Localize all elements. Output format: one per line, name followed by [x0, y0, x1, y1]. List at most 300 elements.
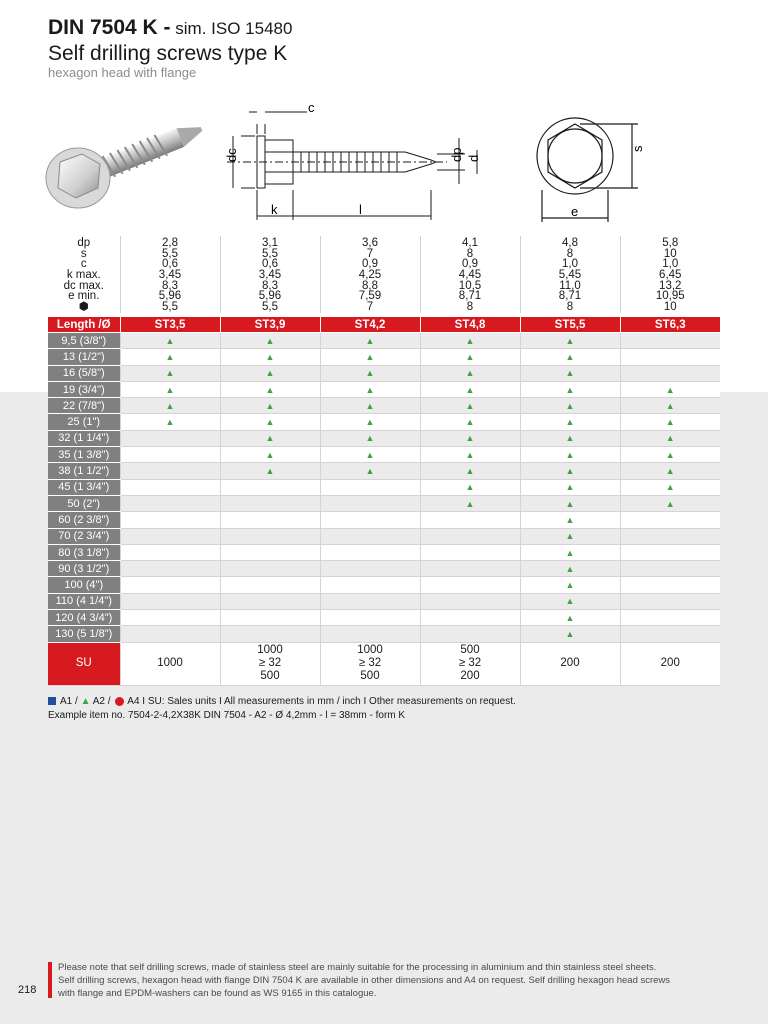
availability-cell: [220, 544, 320, 560]
availability-cell: [420, 365, 520, 381]
sales-units-value: 500 ≥ 32 200: [420, 642, 520, 685]
material-legend: A1 / ▲ A2 / A4 I SU: Sales units I All measurements in mm / inch I Other measurements on request.: [48, 696, 516, 707]
table-row: [48, 365, 720, 381]
availability-cell: [120, 544, 220, 560]
availability-cell: [220, 333, 320, 349]
spec-label: dc max.: [63, 279, 104, 292]
availability-cell: [420, 479, 520, 495]
availability-cell: [620, 593, 720, 609]
sales-units-value: 1000: [120, 642, 220, 685]
spec-value: 5,5: [220, 249, 320, 260]
a2-available-icon: ▲: [165, 400, 175, 411]
a2-available-icon: ▲: [465, 351, 475, 362]
a2-available-icon: ▲: [565, 335, 575, 346]
a2-available-icon: ▲: [465, 498, 475, 509]
availability-cell: [220, 414, 320, 430]
availability-cell: [520, 528, 620, 544]
length-label: 38 (1 1/2"): [48, 463, 120, 479]
spec-value: 3,45: [220, 270, 320, 281]
size-header: ST4,8: [420, 317, 520, 333]
availability-cell: [520, 381, 620, 397]
availability-cell: [220, 610, 320, 626]
a2-available-icon: ▲: [365, 384, 375, 395]
table-row: [48, 447, 720, 463]
availability-cell: [520, 414, 620, 430]
table-row: [48, 495, 720, 511]
a2-available-icon: ▲: [465, 482, 475, 493]
availability-cell: [420, 447, 520, 463]
availability-cell: [420, 610, 520, 626]
availability-cell: [520, 561, 620, 577]
a2-available-icon: ▲: [565, 449, 575, 460]
availability-cell: [320, 447, 420, 463]
availability-cell: [420, 430, 520, 446]
availability-cell: [620, 365, 720, 381]
a4-dot-icon: [115, 697, 124, 706]
availability-cell: [620, 495, 720, 511]
sales-units-label: SU: [48, 642, 120, 685]
spec-row: [48, 236, 720, 249]
a2-available-icon: ▲: [265, 335, 275, 346]
spec-value: 5,5: [120, 249, 220, 260]
a2-available-icon: ▲: [565, 417, 575, 428]
availability-cell: [120, 577, 220, 593]
a2-available-icon: ▲: [465, 433, 475, 444]
availability-cell: [220, 593, 320, 609]
a2-available-icon: ▲: [565, 596, 575, 607]
availability-cell: [120, 414, 220, 430]
a2-available-icon: ▲: [565, 612, 575, 623]
availability-cell: [520, 544, 620, 560]
a2-available-icon: ▲: [565, 433, 575, 444]
spec-value: 5,45: [520, 270, 620, 281]
spec-value: 5,96: [220, 291, 320, 302]
spec-value: 8: [420, 302, 520, 313]
availability-cell: [120, 610, 220, 626]
spec-value: 8,71: [520, 291, 620, 302]
availability-cell: [120, 349, 220, 365]
availability-cell: [520, 333, 620, 349]
availability-cell: [520, 479, 620, 495]
availability-cell: [320, 381, 420, 397]
length-label: 13 (1/2"): [48, 349, 120, 365]
availability-cell: [120, 593, 220, 609]
availability-cell: [620, 626, 720, 642]
spec-value: 8,3: [120, 281, 220, 292]
a2-available-icon: ▲: [665, 498, 675, 509]
spec-value: 1,0: [620, 259, 720, 270]
spec-value: 10: [620, 302, 720, 313]
a2-available-icon: ▲: [265, 449, 275, 460]
spec-value: 8: [520, 302, 620, 313]
table-row: [48, 398, 720, 414]
availability-cell: [420, 414, 520, 430]
a2-available-icon: ▲: [265, 433, 275, 444]
spec-value: 8: [520, 249, 620, 260]
availability-cell: [520, 626, 620, 642]
table-row: [48, 626, 720, 642]
availability-cell: [320, 577, 420, 593]
a2-available-icon: ▲: [365, 400, 375, 411]
spec-row: [48, 281, 720, 292]
a2-available-icon: ▲: [565, 514, 575, 525]
page-subsubtitle: hexagon head with flange: [48, 65, 197, 80]
length-label: 50 (2"): [48, 495, 120, 511]
availability-cell: [420, 333, 520, 349]
spec-value: 3,6: [320, 236, 420, 249]
head-view-drawing: [520, 98, 660, 226]
availability-cell: [120, 398, 220, 414]
table-row: [48, 479, 720, 495]
a2-available-icon: ▲: [265, 417, 275, 428]
table-row: [48, 528, 720, 544]
a2-available-icon: ▲: [365, 368, 375, 379]
table-row: [48, 512, 720, 528]
a2-available-icon: ▲: [665, 466, 675, 477]
size-header: ST3,5: [120, 317, 220, 333]
spec-label: c: [80, 258, 87, 271]
availability-cell: [520, 512, 620, 528]
spec-value: 8,8: [320, 281, 420, 292]
availability-cell: [620, 398, 720, 414]
spec-value: 7: [320, 302, 420, 313]
availability-cell: [420, 593, 520, 609]
availability-cell: [220, 398, 320, 414]
availability-cell: [120, 479, 220, 495]
spec-value: 0,9: [320, 259, 420, 270]
spec-value: 10: [620, 249, 720, 260]
availability-cell: [520, 349, 620, 365]
availability-cell: [320, 610, 420, 626]
availability-cell: [620, 381, 720, 397]
availability-cell: [220, 365, 320, 381]
length-label: 110 (4 1/4"): [48, 593, 120, 609]
spec-value: 7: [320, 249, 420, 260]
spec-value: 4,1: [420, 236, 520, 249]
availability-cell: [620, 512, 720, 528]
availability-cell: [120, 561, 220, 577]
specs-table: [48, 236, 720, 313]
availability-cell: [320, 626, 420, 642]
availability-cell: [620, 544, 720, 560]
availability-cell: [320, 333, 420, 349]
spec-row: [48, 302, 720, 313]
availability-cell: [620, 349, 720, 365]
length-label: 45 (1 3/4"): [48, 479, 120, 495]
a2-available-icon: ▲: [565, 400, 575, 411]
table-row: [48, 414, 720, 430]
spec-value: 11,0: [520, 281, 620, 292]
availability-cell: [220, 528, 320, 544]
availability-cell: [320, 528, 420, 544]
availability-cell: [620, 561, 720, 577]
availability-cell: [120, 381, 220, 397]
length-label: 32 (1 1/4"): [48, 430, 120, 446]
table-row: [48, 577, 720, 593]
length-label: 25 (1"): [48, 414, 120, 430]
a2-available-icon: ▲: [365, 351, 375, 362]
availability-cell: [320, 512, 420, 528]
availability-cell: [420, 381, 520, 397]
availability-cell: [220, 495, 320, 511]
spec-value: 13,2: [620, 281, 720, 292]
a2-available-icon: ▲: [565, 368, 575, 379]
size-header: ST3,9: [220, 317, 320, 333]
spec-value: 7,59: [320, 291, 420, 302]
sales-units-value: 200: [520, 642, 620, 685]
table-row: [48, 593, 720, 609]
table-row: [48, 610, 720, 626]
length-label: 80 (3 1/8"): [48, 544, 120, 560]
a2-available-icon: ▲: [565, 531, 575, 542]
dim-dp-label: dp: [449, 147, 464, 162]
spec-value: 4,8: [520, 236, 620, 249]
availability-cell: [320, 593, 420, 609]
length-label: 100 (4"): [48, 577, 120, 593]
availability-cell: [220, 463, 320, 479]
size-header: ST4,2: [320, 317, 420, 333]
availability-cell: [220, 561, 320, 577]
availability-cell: [620, 528, 720, 544]
availability-cell: [120, 512, 220, 528]
table-row: [48, 349, 720, 365]
example-item-text: Example item no. 7504-2-4,2X38K DIN 7504 - A2 - Ø 4,2mm - l = 38mm - form K: [48, 710, 406, 721]
sales-units-row: [48, 642, 720, 685]
availability-cell: [420, 349, 520, 365]
availability-cell: [420, 512, 520, 528]
a2-available-icon: ▲: [465, 449, 475, 460]
availability-cell: [620, 479, 720, 495]
a2-available-icon: ▲: [365, 433, 375, 444]
availability-cell: [320, 349, 420, 365]
a2-available-icon: ▲: [665, 449, 675, 460]
sales-units-value: 1000 ≥ 32 500: [220, 642, 320, 685]
dim-k-label: k: [271, 202, 278, 217]
a2-available-icon: ▲: [565, 628, 575, 639]
availability-cell: [320, 414, 420, 430]
availability-cell: [520, 495, 620, 511]
table-row: [48, 430, 720, 446]
availability-cell: [420, 528, 520, 544]
availability-cell: [220, 479, 320, 495]
a2-available-icon: ▲: [565, 547, 575, 558]
footnote: Please note that self drilling screws, made of stainless steel are mainly suitable for the processing in aluminium and thin stainless steel sheets. Self drilling screws, hexagon head with flange DIN 7504 K are available in other dimensions and A4 on request. Self drilling hexagon head screws with flange and EPDM-washers can be found as WS 9165 in this catalogue.: [58, 962, 671, 999]
a2-available-icon: ▲: [565, 580, 575, 591]
spec-value: 8,71: [420, 291, 520, 302]
dim-l-label: l: [359, 202, 362, 217]
availability-cell: [420, 561, 520, 577]
spec-value: 3,45: [120, 270, 220, 281]
spec-row: [48, 259, 720, 270]
dim-c-label: c: [308, 100, 315, 115]
length-label: 90 (3 1/2"): [48, 561, 120, 577]
a2-available-icon: ▲: [265, 351, 275, 362]
a2-available-icon: ▲: [265, 466, 275, 477]
length-label: 120 (4 3/4"): [48, 610, 120, 626]
availability-cell: [420, 626, 520, 642]
spec-value: 5,5: [220, 302, 320, 313]
a2-available-icon: ▲: [165, 351, 175, 362]
availability-cell: [320, 544, 420, 560]
spec-value: 8,3: [220, 281, 320, 292]
a2-available-icon: ▲: [165, 417, 175, 428]
a2-available-icon: ▲: [165, 368, 175, 379]
length-label: 130 (5 1/8"): [48, 626, 120, 642]
a2-available-icon: ▲: [665, 433, 675, 444]
availability-table: [48, 317, 720, 686]
spec-value: 0,9: [420, 259, 520, 270]
availability-cell: [220, 626, 320, 642]
screw-photo: [40, 100, 215, 215]
availability-cell: [620, 610, 720, 626]
availability-cell: [320, 463, 420, 479]
a2-available-icon: ▲: [365, 466, 375, 477]
spec-value: 2,8: [120, 236, 220, 249]
spec-value: 5,96: [120, 291, 220, 302]
a2-available-icon: ▲: [465, 368, 475, 379]
spec-value: 10,5: [420, 281, 520, 292]
availability-cell: [120, 447, 220, 463]
a2-available-icon: ▲: [665, 384, 675, 395]
a2-available-icon: ▲: [565, 384, 575, 395]
a1-square-icon: [48, 697, 56, 705]
availability-cell: [620, 463, 720, 479]
availability-cell: [520, 398, 620, 414]
spec-label: k max.: [66, 269, 101, 282]
availability-cell: [220, 430, 320, 446]
a2-available-icon: ▲: [365, 417, 375, 428]
availability-cell: [220, 381, 320, 397]
availability-cell: [420, 463, 520, 479]
dim-d-label: d: [466, 154, 481, 162]
sales-units-value: 1000 ≥ 32 500: [320, 642, 420, 685]
availability-cell: [420, 577, 520, 593]
availability-cell: [120, 365, 220, 381]
spec-value: 3,1: [220, 236, 320, 249]
page-number: 218: [18, 984, 37, 996]
spec-value: 8: [420, 249, 520, 260]
a2-available-icon: ▲: [165, 335, 175, 346]
spec-value: 5,5: [120, 302, 220, 313]
spec-row: [48, 270, 720, 281]
spec-label: dp: [77, 237, 91, 249]
availability-cell: [620, 414, 720, 430]
a2-available-icon: ▲: [365, 335, 375, 346]
spec-value: 0,6: [120, 259, 220, 270]
page-subtitle: Self drilling screws type K: [48, 42, 288, 65]
spec-label: s: [80, 247, 87, 260]
a2-available-icon: ▲: [665, 482, 675, 493]
availability-cell: [520, 365, 620, 381]
length-label: 19 (3/4"): [48, 381, 120, 397]
a2-available-icon: ▲: [665, 400, 675, 411]
spec-row: [48, 291, 720, 302]
dim-dc-label: dc: [224, 148, 239, 162]
availability-cell: [420, 398, 520, 414]
length-label: 35 (1 3/8"): [48, 447, 120, 463]
spec-value: 0,6: [220, 259, 320, 270]
availability-cell: [220, 447, 320, 463]
a2-available-icon: ▲: [265, 384, 275, 395]
dim-s-label: s: [630, 145, 645, 152]
availability-cell: [120, 333, 220, 349]
length-label: 22 (7/8"): [48, 398, 120, 414]
a2-available-icon: ▲: [165, 384, 175, 395]
availability-cell: [320, 365, 420, 381]
availability-cell: [220, 349, 320, 365]
spec-value: 5,8: [620, 236, 720, 249]
availability-cell: [520, 610, 620, 626]
availability-cell: [620, 430, 720, 446]
availability-cell: [220, 512, 320, 528]
length-label: 70 (2 3/4"): [48, 528, 120, 544]
a2-available-icon: ▲: [465, 466, 475, 477]
availability-cell: [320, 430, 420, 446]
a2-available-icon: ▲: [465, 335, 475, 346]
dim-e-label: e: [571, 204, 579, 219]
availability-cell: [520, 447, 620, 463]
a2-available-icon: ▲: [465, 384, 475, 395]
a2-triangle-icon: ▲: [80, 696, 91, 707]
spec-label: e min.: [68, 290, 100, 303]
a2-available-icon: ▲: [565, 563, 575, 574]
length-label: 16 (5/8"): [48, 365, 120, 381]
a2-available-icon: ▲: [565, 482, 575, 493]
availability-cell: [120, 495, 220, 511]
a2-available-icon: ▲: [465, 400, 475, 411]
availability-cell: [620, 447, 720, 463]
availability-cell: [420, 495, 520, 511]
availability-cell: [320, 398, 420, 414]
a2-available-icon: ▲: [265, 400, 275, 411]
availability-cell: [120, 626, 220, 642]
table-row: [48, 463, 720, 479]
availability-cell: [220, 577, 320, 593]
a2-available-icon: ▲: [565, 466, 575, 477]
note-accent-bar: [48, 962, 52, 998]
availability-cell: [420, 544, 520, 560]
spec-value: 10,95: [620, 291, 720, 302]
availability-cell: [520, 463, 620, 479]
spec-value: 4,45: [420, 270, 520, 281]
spec-label: ⬢: [78, 301, 89, 314]
size-header: ST6,3: [620, 317, 720, 333]
spec-row: [48, 249, 720, 260]
length-header: Length /Ø: [48, 317, 120, 333]
size-header-row: [48, 317, 720, 333]
availability-cell: [120, 528, 220, 544]
spec-value: 4,25: [320, 270, 420, 281]
table-row: [48, 381, 720, 397]
length-label: 60 (2 3/8"): [48, 512, 120, 528]
sales-units-value: 200: [620, 642, 720, 685]
table-row: [48, 333, 720, 349]
size-header: ST5,5: [520, 317, 620, 333]
availability-cell: [320, 495, 420, 511]
table-row: [48, 544, 720, 560]
availability-cell: [320, 561, 420, 577]
a2-available-icon: ▲: [665, 417, 675, 428]
a2-available-icon: ▲: [365, 449, 375, 460]
spec-value: 1,0: [520, 259, 620, 270]
availability-cell: [120, 463, 220, 479]
page-title: DIN 7504 K - sim. ISO 15480: [48, 16, 293, 39]
a2-available-icon: ▲: [565, 351, 575, 362]
technical-drawing: [215, 98, 515, 226]
availability-cell: [120, 430, 220, 446]
availability-cell: [520, 430, 620, 446]
availability-cell: [520, 593, 620, 609]
